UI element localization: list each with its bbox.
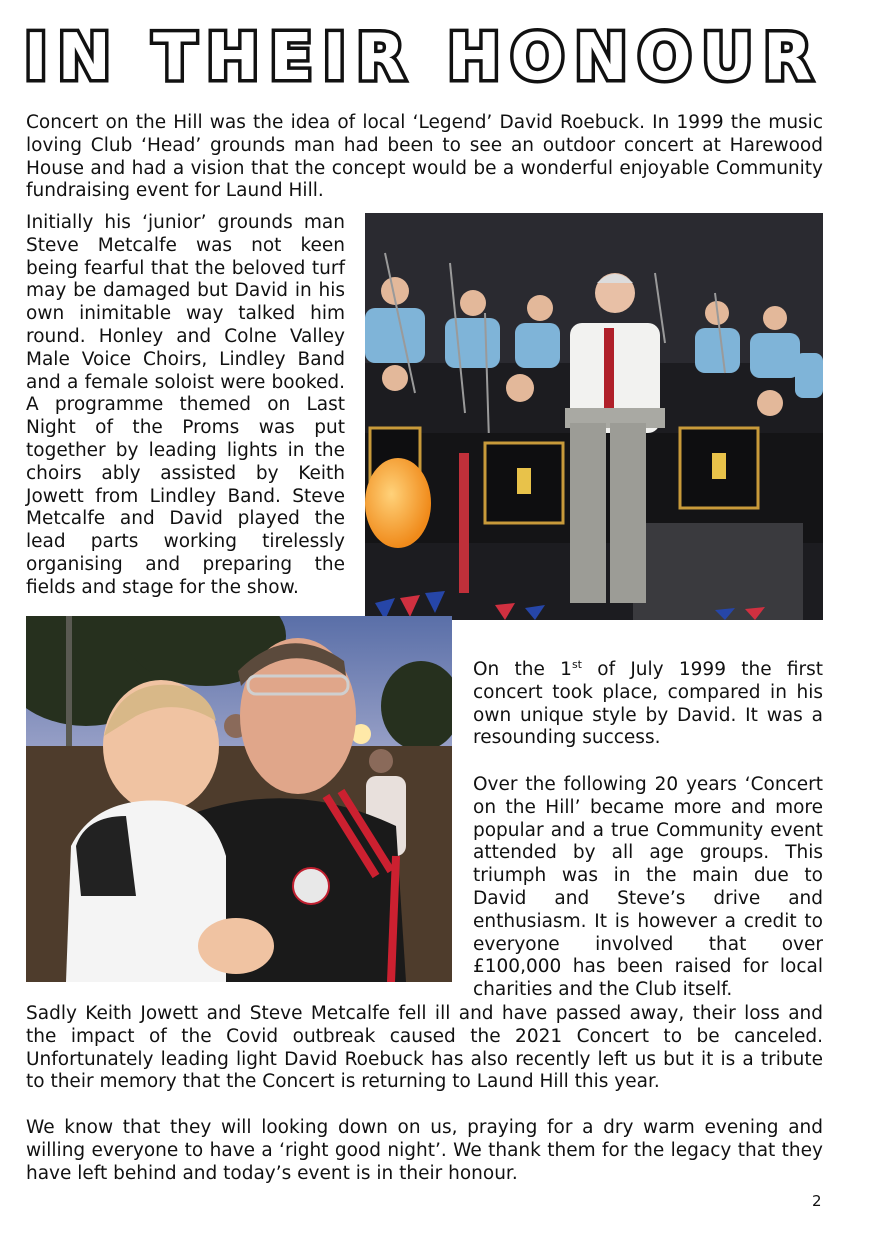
first-concert-paragraph <box>473 659 823 750</box>
growth-paragraph: Over the following 20 years ‘Concert on the Hill’ became more and more popular and a true Community event attended by all age groups. This triumph was in the main due to David and Steve’s drive and enthusiasm. It is however a credit to everyone involved that over £100,000 has been raised for local charities and the Club itself. <box>473 774 823 1001</box>
closing-paragraph: We know that they will looking down on us, praying for a dry warm evening and willing everyone to have a ‘right good night’. We thank them for the legacy that they have left behind and today’s event is in their honour. <box>26 1117 823 1184</box>
story-paragraph: Initially his ‘junior’ grounds man Steve Metcalfe was not keen being fearful that the beloved turf may be damaged but David in his own inimitable way talked him round. Honley and Colne Valley Male Voice Choirs, Lindley Band and a female soloist were booked. A programme themed on Last Night of the Proms was put together by leading lights in the choirs ably assisted by Keith Jowett from Lindley Band. Steve Metcalfe and David played the lead parts working tirelessly organising and preparing the fields and stage for the show. <box>26 212 345 598</box>
first-concert-prefix: On the 1 <box>473 659 572 680</box>
loss-paragraph: Sadly Keith Jowett and Steve Metcalfe fell ill and have passed away, their loss and the impact of the Covid outbreak caused the 2021 Concert to be canceled. Unfortunately leading light David Roebuck has also recently left us but it is a tribute to their memory that the Concert is returning to Laund Hill this year. <box>26 1003 823 1093</box>
page-title <box>24 22 824 92</box>
page-number: 2 <box>812 1192 822 1210</box>
concert-stage-photo <box>365 213 823 620</box>
first-concert-rest: of July 1999 the first concert took place, compared in his own unique style by David. It was a resounding success. <box>473 659 823 749</box>
page-title-text: IN THEIR HONOUR <box>24 22 822 92</box>
intro-paragraph: Concert on the Hill was the idea of local ‘Legend’ David Roebuck. In 1999 the music loving Club ‘Head’ grounds man had been to see an outdoor concert at Harewood House and had a vision that the concept would be a wonderful enjoyable Community fundraising event for Laund Hill. <box>26 112 823 202</box>
crowd-evening-photo <box>26 616 452 982</box>
first-concert-superscript: st <box>571 657 582 671</box>
